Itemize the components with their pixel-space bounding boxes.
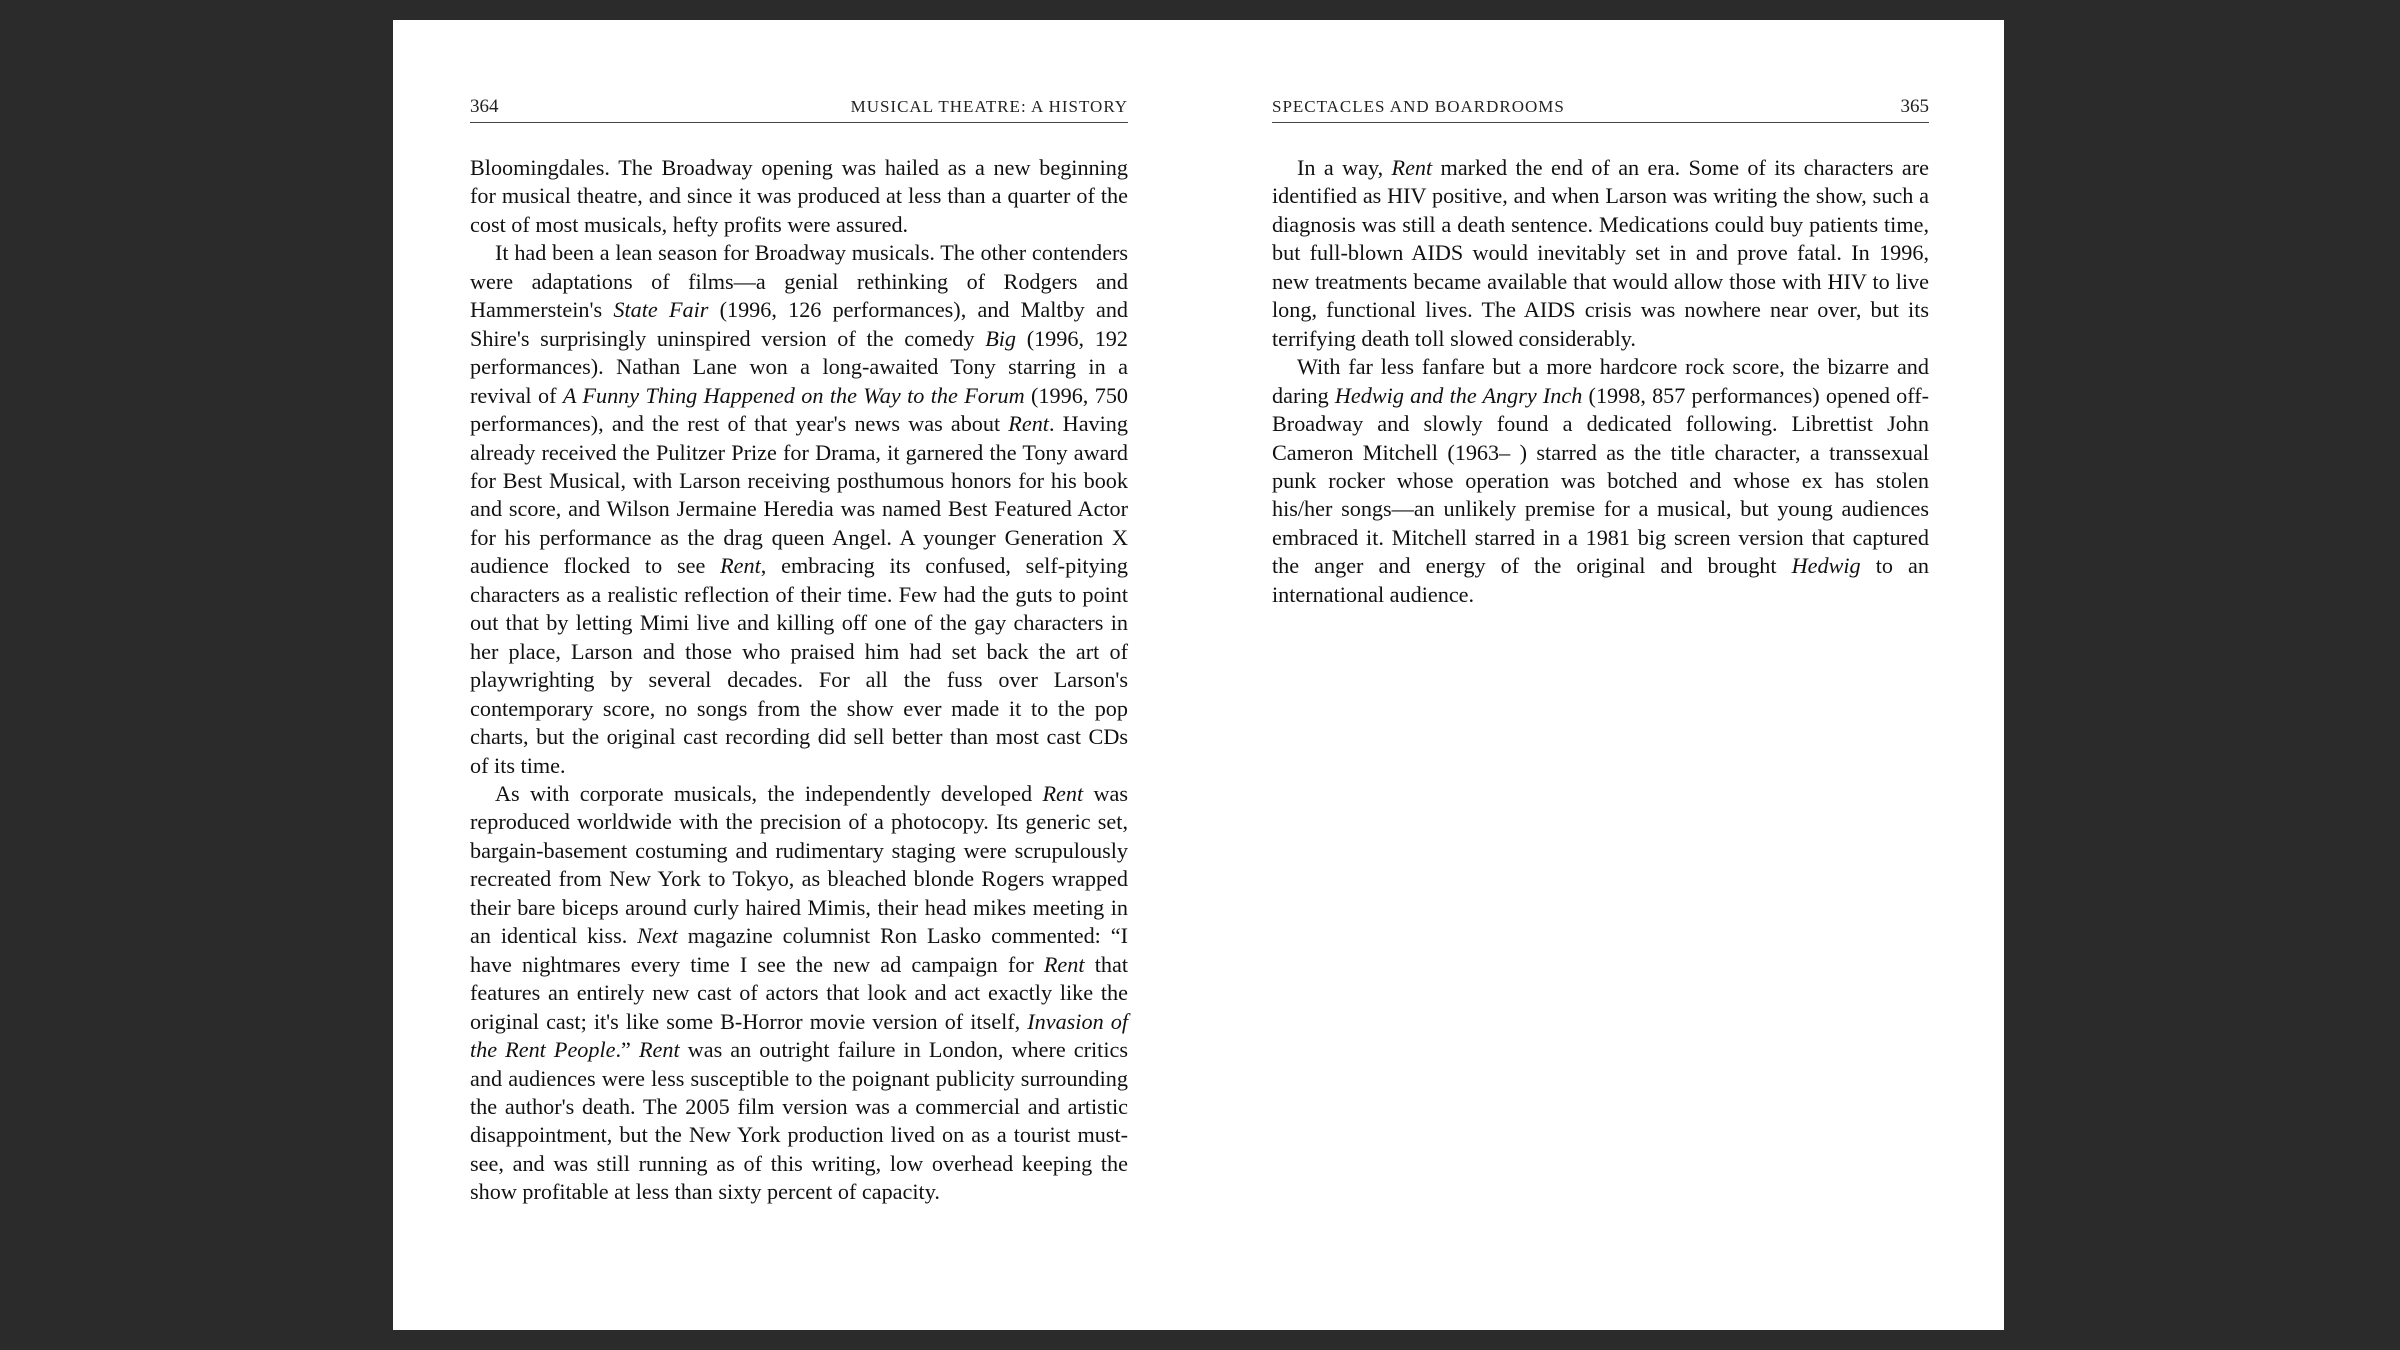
left-running-head bbox=[470, 88, 1128, 123]
paragraph: Bloomingdales. The Broadway opening was hailed as a new beginning for musical theatre, and since it was produced at less than a quarter of the cost of most musicals, hefty profits were assured. bbox=[470, 155, 1128, 237]
paragraph: With far less fanfare but a more hardcore rock score, the bizarre and daring Hedwig and the Angry Inch (1998, 857 performances) opened off-Broadway and slowly found a dedicated following. Librettist John Cameron Mitchell (1963– ) starred as the title character, a transsexual punk rocker whose operation was botched and whose ex has stolen his/her songs—an unlikely premise for a musical, but young audiences embraced it. Mitchell starred in a 1981 big screen version that captured the anger and energy of the original and brought Hedwig to an international audience. bbox=[1272, 354, 1930, 607]
right-running-title: SPECTACLES AND BOARDROOMS bbox=[1272, 97, 1565, 116]
left-page-number: 364 bbox=[470, 96, 499, 117]
paragraph: In a way, Rent marked the end of an era. Some of its characters are identified as HIV positive, and when Larson was writing the show, such a diagnosis was still a death sentence. Medications could buy patients time, but full-blown AIDS would inevitably set in and prove fatal. In 1996, new treatments became available that would allow those with HIV to live long, functional lives. The AIDS crisis was nowhere near over, but its terrifying death toll slowed considerably. bbox=[1272, 155, 1929, 351]
right-page bbox=[1272, 20, 1929, 1330]
left-page bbox=[470, 20, 1128, 1330]
book-spread bbox=[393, 20, 2004, 1330]
paragraph: As with corporate musicals, the independently developed Rent was reproduced worldwide with the precision of a photocopy. Its generic set, bargain-basement costuming and rudimentary staging were scrupulously recreated from New York to Tokyo, as bleached blonde Rogers wrapped their bare biceps around curly haired Mimis, their head mikes meeting in an identical kiss. Next magazine columnist Ron Lasko commented: “I have nightmares every time I see the new ad campaign for Rent that features an entirely new cast of actors that look and act exactly like the original cast; it's like some B-Horror movie version of itself, Invasion of the Rent People.” Rent was an outright failure in London, where critics and audiences were less susceptible to the poignant publicity surrounding the author's death. The 2005 film version was a commercial and artistic disappointment, but the New York production lived on as a tourist must-see, and was still running as of this writing, low overhead keeping the show profitable at less than sixty percent of capacity. bbox=[470, 780, 1128, 1205]
paragraph: It had been a lean season for Broadway musicals. The other contenders were adaptations of films—a genial rethinking of Rodgers and Hammerstein's State Fair (1996, 126 performances), and Maltby and Shire's surprisingly uninspired version of the comedy Big (1996, 192 performances). Nathan Lane won a long-awaited Tony starring in a revival of A Funny Thing Happened on the Way to the Forum (1996, 750 performances), and the rest of that year's news was about Rent. Having already received the Pulitzer Prize for Drama, it garnered the Tony award for Best Musical, with Larson receiving posthumous honors for his book and score, and Wilson Jermaine Heredia was named Best Featured Actor for his performance as the drag queen Angel. A younger Generation X audience flocked to see Rent, embracing its confused, self-pitying characters as a realistic reflection of their time. Few had the guts to point out that by letting Mimi live and killing off one of the gay characters in her place, Larson and those who praised him had set back the art of playwrighting by several decades. For all the fuss over Larson's contemporary score, no songs from the show ever made it to the pop charts, but the original cast recording did sell better than most cast CDs of its time. bbox=[470, 240, 1129, 778]
left-running-title: MUSICAL THEATRE: A HISTORY bbox=[850, 97, 1128, 116]
right-page-number: 365 bbox=[1900, 96, 1929, 117]
right-body-text bbox=[1272, 154, 1929, 609]
right-running-head bbox=[1272, 88, 1929, 123]
left-body-text bbox=[470, 154, 1128, 1207]
